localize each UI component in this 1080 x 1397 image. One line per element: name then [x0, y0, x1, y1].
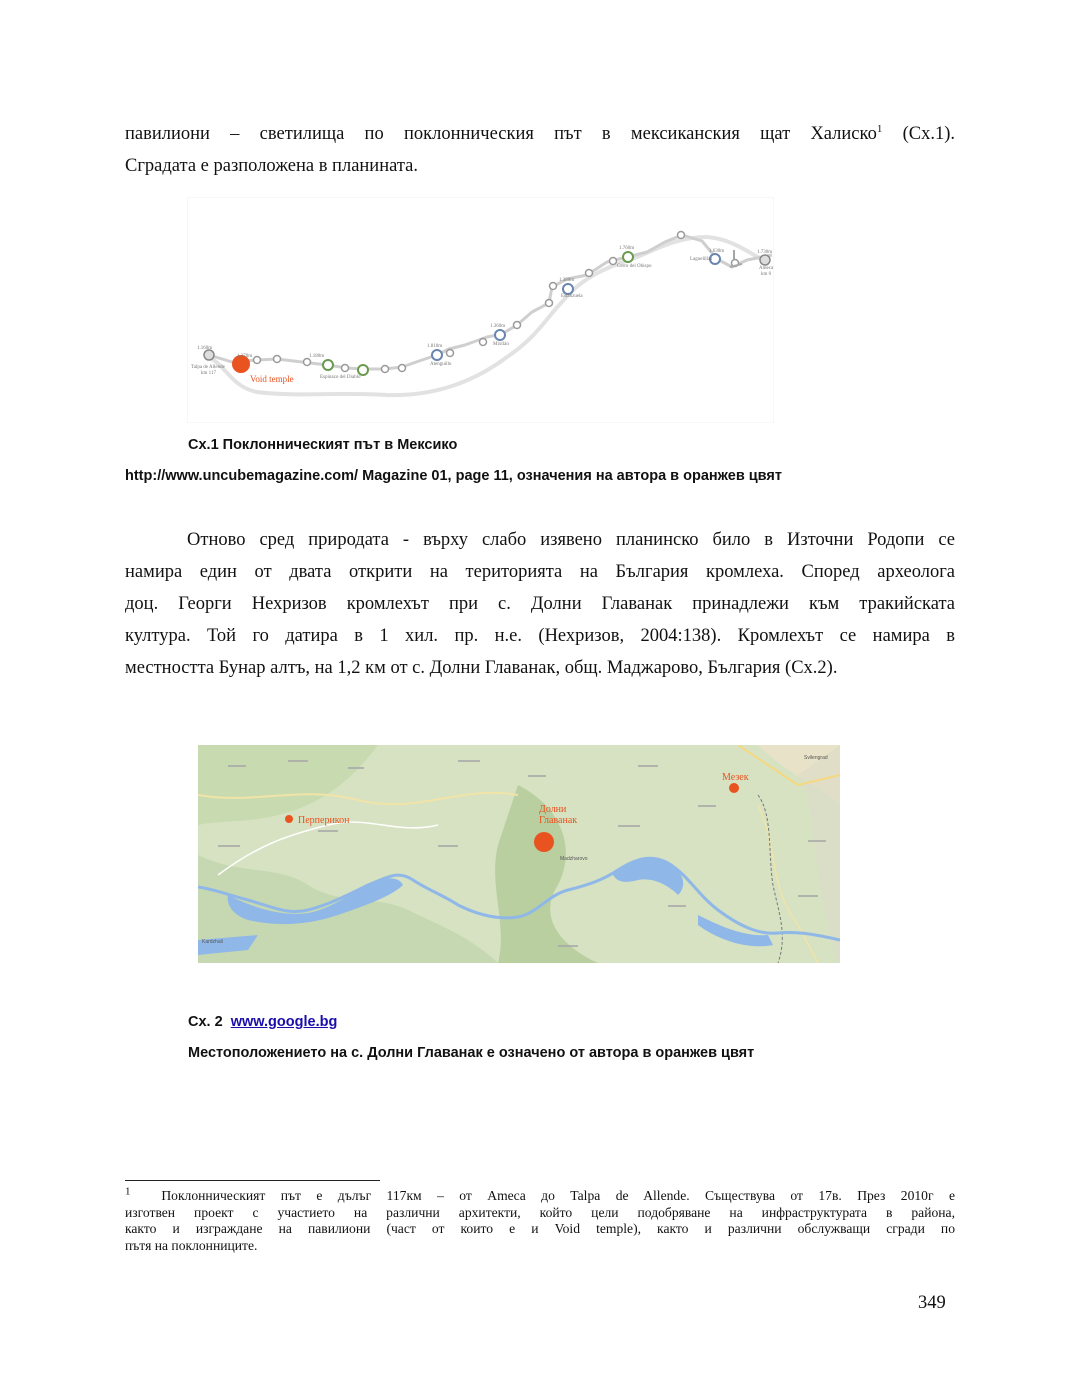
start-stop	[204, 350, 214, 360]
stop-green	[358, 365, 368, 375]
elevation-label: 1.810m	[427, 344, 443, 349]
intro-paragraph	[125, 118, 955, 182]
route-stop	[514, 322, 521, 329]
figure-1-caption-source: http://www.uncubemagazine.com/ Magazine 01, page 11, означения на автора в оранжев цвят	[125, 468, 782, 484]
route-stop	[546, 300, 553, 307]
elevation-label: 1.730m	[757, 250, 773, 255]
elevation-label: 1.630m	[709, 249, 725, 254]
mezek-label: Мезек	[722, 772, 749, 783]
elevation-label: 1.370m	[237, 354, 253, 359]
elevation-label: 1.160m	[197, 346, 213, 351]
stop-green	[323, 360, 333, 370]
void-temple-label: Void temple	[250, 374, 294, 384]
perperikon-label: Перперикон	[298, 815, 350, 826]
end-stop	[760, 255, 770, 265]
elevation-label: 1.380m	[559, 278, 575, 283]
figure-2-caption-line-2: Местоположението на с. Долни Главанак е означено от автора в оранжев цвят	[188, 1045, 755, 1061]
route-stop	[304, 359, 311, 366]
route-stop	[382, 366, 389, 373]
figure-2-caption-line-1	[188, 1012, 337, 1032]
route-stop	[399, 365, 406, 372]
footnote-reference[interactable]: 1	[876, 122, 883, 135]
stop-blue	[432, 350, 442, 360]
body-line-5: местността Бунар алтъ, на 1,2 км от с. Долни Главанак, общ. Маджарово, България (Сх.2).	[125, 658, 838, 678]
perperikon-marker	[285, 815, 293, 823]
dolni-glavanak-label-line-1: Долни	[539, 804, 567, 815]
body-line-1: Отново сред природата - върху слабо изявено планинско било в Източни Родопи се	[187, 530, 955, 550]
body-line-3: доц. Георги Нехризов кромлехът при с. Долни Главанак принадлежи към тракийската	[125, 594, 955, 614]
town-label: Svilengrad	[804, 755, 828, 761]
start-label: Talpa de Allende	[191, 365, 225, 370]
stop-blue	[563, 284, 573, 294]
footnote-line-1: $^1$ Поклонническият път е дълъг 117км – от Ameca до Talpa de Allende. Съществува от 17в. През 2010г е	[125, 1185, 955, 1203]
footnote-line-4: пътя на поклонниците.	[125, 1237, 258, 1253]
place-label: Estanzuela	[561, 294, 583, 299]
intro-line-2: Сградата е разположена в планината.	[125, 156, 418, 176]
figure-1-route-map	[187, 197, 774, 423]
place-label: Atenguillo	[430, 362, 452, 367]
place-label: Espinazo del Diablo	[320, 375, 361, 380]
footnote-line-3: както и изграждане на павилиони (част от които е и Void temple), както и различни обслужващи сгради по	[125, 1221, 955, 1236]
start-sub-label: km 117	[201, 371, 216, 376]
end-label: Ameca	[759, 266, 774, 271]
route-stop	[678, 232, 685, 239]
figure-2-caption-prefix: Сх. 2	[188, 1014, 231, 1030]
dolni-glavanak-marker	[534, 832, 554, 852]
mezek-marker	[729, 783, 739, 793]
route-stop	[586, 270, 593, 277]
stop-blue	[495, 330, 505, 340]
route-map-graphic	[187, 197, 774, 423]
stop-green	[623, 252, 633, 262]
google-map-graphic	[198, 745, 840, 963]
footnote-separator	[125, 1180, 380, 1181]
body-line-4: култура. Той го датира в 1 хил. пр. н.е. (Нехризов, 2004:138). Кромлехът се намира в	[125, 626, 955, 646]
route-stop	[550, 283, 557, 290]
town-label: Kardzhali	[202, 939, 223, 945]
place-label: Mixtlán	[493, 342, 509, 347]
route-stop	[274, 356, 281, 363]
body-paragraph	[125, 524, 955, 684]
route-stop	[610, 258, 617, 265]
elevation-label: 1.180m	[309, 354, 325, 359]
footnote	[125, 1185, 955, 1254]
town-label: Madzharovo	[560, 856, 588, 862]
route-stop	[342, 365, 349, 372]
footnote-number: 1	[125, 1185, 131, 1198]
route-stop	[447, 350, 454, 357]
figure-2-map	[198, 745, 840, 963]
intro-line-1: павилиони – светилища по поклонническия път в мексиканския щат Халиско$^1$ (Сх.1).	[125, 122, 955, 144]
route-stop	[480, 339, 487, 346]
route-stop	[254, 357, 261, 364]
end-sub-label: km 0	[761, 272, 772, 277]
dolni-glavanak-label-line-2: Главанак	[539, 815, 578, 826]
figure-1-caption-title: Сх.1 Поклонническият път в Мексико	[188, 437, 458, 453]
body-line-2: намира един от двата открити на територията на България кромлеха. Според археолога	[125, 562, 955, 582]
google-link[interactable]: www.google.bg	[230, 1014, 338, 1030]
place-label: Laguelillas	[690, 257, 713, 262]
place-label: Cerro del Obispo	[617, 264, 652, 269]
elevation-label: 1.360m	[490, 324, 506, 329]
footnote-line-2: изготвен проект с участието на различни архитекти, който цели подобряване на инфраструктурата в района,	[125, 1204, 955, 1220]
elevation-label: 1.760m	[619, 246, 635, 251]
page-number: 349	[918, 1293, 946, 1313]
